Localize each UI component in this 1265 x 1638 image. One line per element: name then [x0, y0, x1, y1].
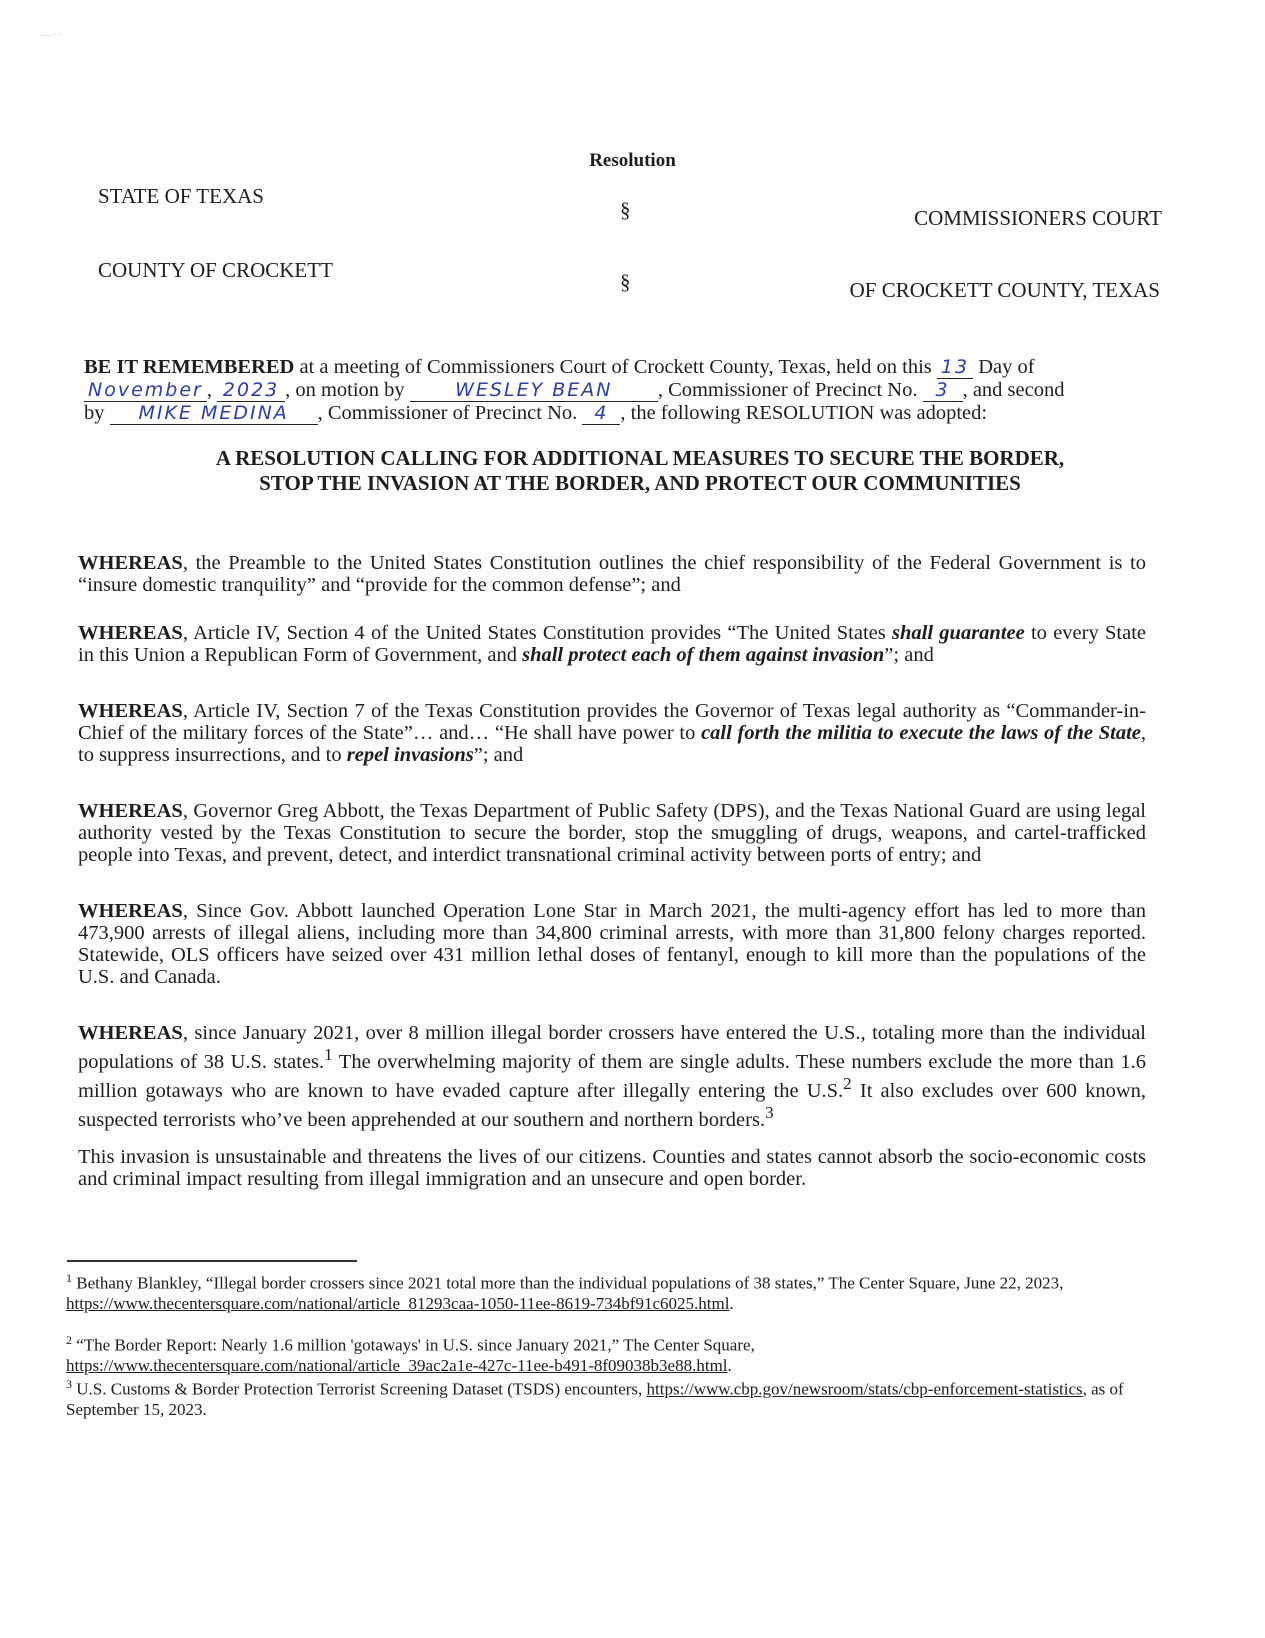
whereas-paragraph-5 — [78, 900, 1146, 988]
section-symbol-2: § — [620, 270, 631, 294]
whereas-3-text-e: ”; and — [473, 744, 524, 766]
footnote-2-link[interactable]: https://www.thecentersquare.com/national/article_39ac2a1e-427c-11ee-b491-8f09038b3e88.html — [66, 1355, 728, 1375]
whereas-paragraph-1 — [78, 552, 1146, 596]
whereas-2-text-e: ”; and — [884, 644, 934, 666]
intro-text-4: , Commissioner of Precinct No. — [657, 379, 923, 401]
whereas-2-text-c: to every State in this Union a Republican Form of Government, and — [78, 622, 1146, 666]
heading-line-2: STOP THE INVASION AT THE BORDER, AND PROTECT OUR COMMUNITIES — [259, 471, 1021, 495]
footnote-1-text: Bethany Blankley, “Illegal border crossers since 2021 total more than the individual populations of 38 states,” The Center Square, June 22, 2023, — [72, 1273, 1064, 1293]
footnote-3-text: U.S. Customs & Border Protection Terrorist Screening Dataset (TSDS) encounters, — [72, 1379, 647, 1399]
month-field: November — [84, 379, 207, 402]
intro-text-3: , on motion by — [285, 379, 410, 401]
whereas-paragraph-3 — [78, 700, 1146, 766]
whereas-5-text: , Since Gov. Abbott launched Operation Lone Star in March 2021, the multi-agency effort has led to more than 473,900 arrests of illegal aliens, including more than 34,800 criminal arrests, with more than 31,800 felony charges reported. Statewide, OLS officers have seized over 431 million lethal doses of fentanyl, enough to kill more than the populations of the U.S. and Canada. — [78, 900, 1146, 988]
caption-state: STATE OF TEXAS — [98, 184, 264, 208]
whereas-3-emph-1: call forth the militia to execute the laws of the State — [701, 722, 1141, 744]
footnote-divider — [67, 1260, 357, 1262]
caption-county: COUNTY OF CROCKETT — [98, 258, 333, 282]
footnote-3-link[interactable]: https://www.cbp.gov/newsroom/stats/cbp-enforcement-statistics — [646, 1379, 1083, 1399]
whereas-label: WHEREAS — [78, 1022, 183, 1044]
footnote-3 — [66, 1374, 1151, 1420]
whereas-label: WHEREAS — [78, 552, 183, 574]
intro-text-7: , Commissioner of Precinct No. — [317, 402, 583, 424]
heading-line-1: A RESOLUTION CALLING FOR ADDITIONAL MEASURES TO SECURE THE BORDER, — [215, 446, 1065, 470]
footnote-3-number: 3 — [66, 1377, 72, 1391]
footnote-2: $^2$ “The Border Report: Nearly 1.6 million 'gotaways' in U.S. since January 2021,” The Center Square, https://www.thecentersquare.com/national/article_39ac2a1e-427c-11ee-b491-8f09038b3e88.html. — [66, 1333, 755, 1375]
whereas-4-text: , Governor Greg Abbott, the Texas Department of Public Safety (DPS), and the Texas National Guard are using legal authority vested by the Texas Constitution to secure the border, stop the smuggling of drugs, weapons, and cartel-trafficked people into Texas, and prevent, detect, and interdict transnational criminal activity between ports of entry; and — [78, 800, 1146, 866]
whereas-2-emph-1: shall guarantee — [892, 622, 1025, 644]
whereas-3-text-a: , Article IV, Section 7 of the Texas Constitution provides the Governor of Texas legal authority as “Commander-in-Chief of the military forces of the State”… and… “He shall have power to — [78, 700, 1146, 744]
intro-lead: BE IT REMEMBERED — [84, 356, 295, 378]
whereas-6-text-a: , since January 2021, over 8 million illegal border crossers have entered the U.S., totaling more than the individual populations of 38 U.S. states. — [78, 1022, 1146, 1073]
whereas-paragraph-2 — [78, 622, 1146, 666]
whereas-3-emph-2: repel invasions — [346, 744, 474, 766]
caption-county-texas: OF CROCKETT COUNTY, TEXAS — [849, 278, 1160, 302]
footnote-ref-1: 1 — [324, 1045, 333, 1064]
day-field: 13 — [937, 356, 973, 379]
footnote-1: $^1$ Bethany Blankley, “Illegal border crossers since 2021 total more than the individual populations of 38 states,” The Center Square, June 22, 2023, https://www.thecentersquare.com/national/article_81293caa-1050-11ee-8619-734bf91c6025.html. — [66, 1271, 1064, 1313]
whereas-2-emph-2: shall protect each of them against invasion — [522, 644, 885, 666]
closing-text: This invasion is unsustainable and threatens the lives of our citizens. Counties and states cannot absorb the socio-economic costs and criminal impact resulting from illegal immigration and an unsecure and open border. — [78, 1146, 1146, 1190]
whereas-6-text-b: The overwhelming majority of them are single adults. These numbers exclude the more than 1.6 million gotaways who are known to have evaded capture after illegally entering the U.S. — [78, 1050, 1146, 1102]
intro-paragraph: BE IT REMEMBERED at a meeting of Commissioners Court of Crockett County, Texas, held on this 13 Day of November , 2023 , on motion by WESLEY BEAN , Commissioner of Precinct No. 3 , and second by MIKE MEDINA , Commissioner of Precinct No. 4 , the following RESOLUTION was adopted: — [84, 356, 1065, 424]
whereas-label: WHEREAS — [78, 622, 183, 644]
footnote-ref-2: 2 — [843, 1073, 852, 1093]
intro-text-8: , the following RESOLUTION was adopted: — [620, 402, 988, 424]
footnote-2-text: “The Border Report: Nearly 1.6 million 'gotaways' in U.S. since January 2021,” The Center Square, — [72, 1335, 755, 1355]
whereas-2-text-a: , Article IV, Section 4 of the United States Constitution provides “The United States — [182, 622, 892, 644]
closing-paragraph — [78, 1146, 1146, 1190]
whereas-label: WHEREAS — [78, 700, 183, 722]
whereas-1-text: , the Preamble to the United States Constitution outlines the chief responsibility of the Federal Government is to “insure domestic tranquility” and “provide for the common defense”; and — [78, 552, 1146, 596]
section-symbol-1: § — [620, 198, 631, 222]
intro-text-1: at a meeting of Commissioners Court of Crockett County, Texas, held on this — [294, 356, 937, 378]
document-title: Resolution — [589, 150, 676, 171]
footnote-2-number: 2 — [66, 1333, 72, 1347]
seconder-field: MIKE MEDINA — [110, 402, 318, 425]
intro-text-5: , and second — [962, 379, 1065, 401]
mover-field: WESLEY BEAN — [410, 379, 658, 402]
whereas-3-text-c: , to suppress insurrections, and to — [78, 722, 1146, 766]
year-field: 2023 — [217, 379, 285, 402]
scan-smudge: — · · — [40, 30, 62, 41]
mover-precinct-field: 3 — [923, 379, 963, 402]
caption-court: COMMISSIONERS COURT — [914, 206, 1162, 230]
intro-text-6: by — [84, 402, 110, 424]
footnote-ref-3: 3 — [765, 1102, 774, 1122]
resolution-heading — [140, 446, 1140, 496]
whereas-paragraph-6 — [78, 1022, 1146, 1130]
footnote-1-number: 1 — [66, 1271, 72, 1285]
footnote-3-tail: , as of September 15, 2023. — [66, 1379, 1124, 1419]
intro-text-2: Day of — [973, 356, 1035, 378]
whereas-6-text-c: It also excludes over 600 known, suspected terrorists who’ve been apprehended at our southern and northern borders. — [78, 1079, 1147, 1131]
seconder-precinct-field: 4 — [582, 402, 620, 425]
footnote-1-link[interactable]: https://www.thecentersquare.com/national/article_81293caa-1050-11ee-8619-734bf91c6025.html — [66, 1293, 730, 1313]
whereas-label: WHEREAS — [78, 800, 183, 822]
whereas-label: WHEREAS — [78, 900, 183, 922]
whereas-paragraph-4 — [78, 800, 1146, 866]
